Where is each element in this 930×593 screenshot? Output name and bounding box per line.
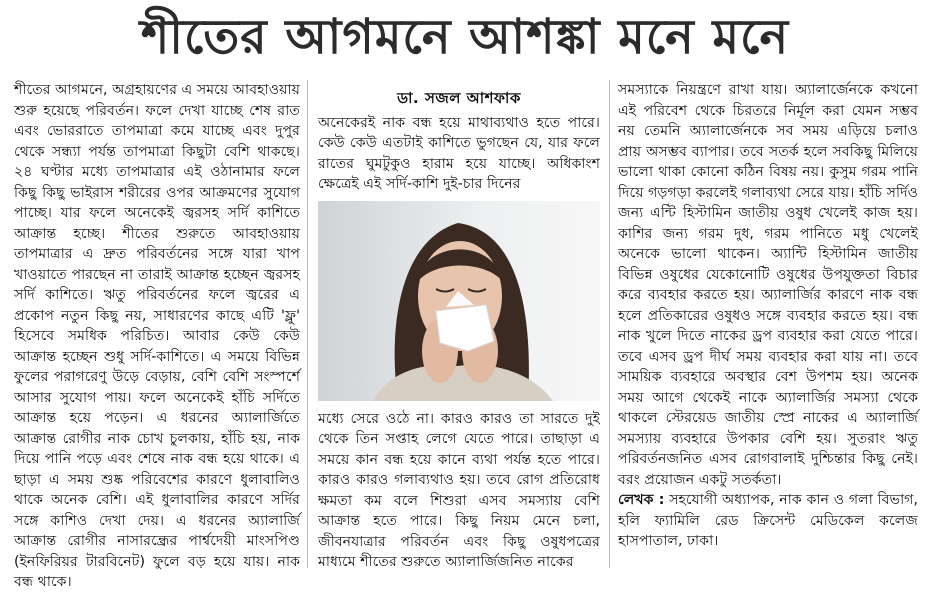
body-text: সমস্যাকে নিয়ন্ত্রণে রাখা যায়। অ্যালার্জেনকে কখনো এই পরিবেশ থেকে চিরতরে নির্মূল করা যেমন সম্ভব নয় তেমনি অ্যালার্জেনকে সব সময় এড়িয়ে চলাও প্রায় অসম্ভব ব্যাপার। তবে সতর্ক হলে সবকিছু মিলিয়ে ভালো থাকা কোনো কঠিন বিষয় নয়। কুসুম গরম পানি দিয়ে গড়গড়া করলেই গলাব্যথা সেরে যায়। হাঁচি সর্দিও জন্য এন্টি হিস্টামিন জাতীয় ওষুধ খেলেই কাজ হয়। কাশির জন্য গরম দুধ, গরম পানিতে মধু খেলেই অনেকে ভালো থাকেন। অ্যান্টি হিস্টামিন জাতীয় বিভিন্ন ওষুধের যেকোনোটি ওষুধের উপযুক্ততা বিচার করে ব্যবহার করতে হয়। অ্যালার্জির কারণে নাক বন্ধ হলে প্রতিকারের ওষুধও সঙ্গে ব্যবহার করতে হয়। বন্ধ নাক খুলে দিতে নাকের ড্রপ ব্যবহার করা যেতে পারে। তবে এসব ড্রপ দীর্ঘ সময় ব্যবহার করা যায় না। তবে সাময়িক ব্যবহারে অবস্থার বেশ উপশম হয়। অনেক সময় আগে থেকেই নাকে অ্যালার্জির সমস্যা থেকে থাকলে স্টেরয়েড জাতীয় স্প্রে নাকের এ অ্যালার্জি সমস্যায় ব্যবহারে উপকার বেশি হয়। সুতরাং ঋতু পরিবর্তনজনিত এসব রোগবালাই দুশ্চিন্তার কিছু নেই। বরং প্রয়োজন একটু সতর্কতা। xyxy=(618,82,918,488)
column-divider xyxy=(609,80,610,568)
article-column-2 xyxy=(318,80,600,573)
column-divider xyxy=(307,80,308,568)
article-headline: শীতের আগমনে আশঙ্কা মনে মনে xyxy=(140,9,790,65)
body-text: মধ্যে সেরে ওঠে না। কারও কারও তা সারতে দুই থেকে তিন সপ্তাহ লেগে যেতে পারে। তাছাড়া এ সময়ে কান বন্ধ হয়ে কানে ব্যথা পর্যন্ত হতে পারে। কারও কারও গলাব্যথাও হয়। তবে রোগ প্রতিরোধ ক্ষমতা কম বলে শিশুরা এসব সমস্যায় বেশি আক্রান্ত হতে পারে। কিছু নিয়ম মেনে চলা, জীবনযাত্রার পরিবর্তন এবং কিছু ওষুধপত্রের মাধ্যমে শীতের শুরুতে অ্যালার্জিজনিত নাকের xyxy=(318,410,600,570)
body-text: শীতের আগমনে, অগ্রহায়ণের এ সময়ে আবহাওয়ায় শুরু হয়েছে পরিবর্তন। ফলে দেখা যাচ্ছে শেষ রাত এবং ভোররাতে তাপমাত্রা কমে যাচ্ছে এবং দুপুর থেকে সন্ধ্যা পর্যন্ত তাপমাত্রা কিছুটা বেশি থাকছে। ২৪ ঘণ্টার মধ্যে তাপমাত্রার এই ওঠানামার ফলে কিছু কিছু ভাইরাস শরীরের ওপর আক্রমণের সুযোগ পাচ্ছে। যার ফলে অনেকেই জ্বরসহ সর্দি কাশিতে আক্রান্ত হচ্ছে। শীতের শুরুতে আবহাওয়ায় তাপমাত্রার এ দ্রুত পরিবর্তনের সঙ্গে যারা খাপ খাওয়াতে পারছেন না তারাই আক্রান্ত হচ্ছেন জ্বরসহ সর্দি কাশিতে। ঋতু পরিবর্তনের ফলে জ্বরের এ প্রকোপ নতুন কিছু নয়, সাধারণের কাছে এটি 'ফ্লু' হিসেবে সমধিক পরিচিত। আবার কেউ কেউ আক্রান্ত হচ্ছেন শুধু সর্দি-কাশিতে। এ সময়ে বিভিন্ন ফুলের পরাগরেণু উড়ে বেড়ায়, বেশি বেশি সংস্পর্শে আসার সুযোগ পায়। ফলে অনেকেই হাঁচি সর্দিতে আক্রান্ত হয়ে পড়েন। এ ধরনের অ্যালার্জিতে আক্রান্ত রোগীর নাক চোখ চুলকায়, হাঁচি হয়, নাক দিয়ে পানি পড়ে এবং শেষে নাক বন্ধ হয়ে থাকে। এ ছাড়া এ সময় শুষ্ক পরিবেশের কারণে ধুলাবালিও থাকে অনেক বেশি। এই ধুলাবালির কারণে সর্দির সঙ্গে কাশিও দেখা দেয়। এ ধরনের অ্যালার্জি আক্রান্ত রোগীর নাসারন্ধ্রের পার্শ্বদেয়ী মাংসপিণ্ড (ইনফিরিয়র টারবিনেট) ফুলে বড় হয়ে যায়। নাক বন্ধ থাকে। xyxy=(14,82,300,590)
article-column-3 xyxy=(618,80,918,552)
author-byline: ডা. সজল আশফাক xyxy=(397,89,521,107)
article-column-1 xyxy=(14,80,300,593)
author-info: সহযোগী অধ্যাপক, নাক কান ও গলা বিভাগ, হলি ফ্যামিলি রেড ক্রিসেন্ট মেডিকেল কলেজ হাসপাতাল, ঢাকা। xyxy=(618,492,918,549)
author-label: লেখক : xyxy=(618,492,665,508)
author-note xyxy=(618,490,918,552)
woman-blowing-nose-photo xyxy=(318,201,600,401)
body-text: অনেকেরই নাক বন্ধ হয়ে মাথাব্যথাও হতে পারে। কেউ কেউ এতটাই কাশিতে ভুগছেন যে, যার ফলে রাতের ঘুমটুকুও হারাম হয়ে যাচ্ছে। অধিকাংশ ক্ষেত্রেই এই সর্দি-কাশি দুই-চার দিনের xyxy=(318,114,600,192)
photo-illustration xyxy=(318,201,600,401)
